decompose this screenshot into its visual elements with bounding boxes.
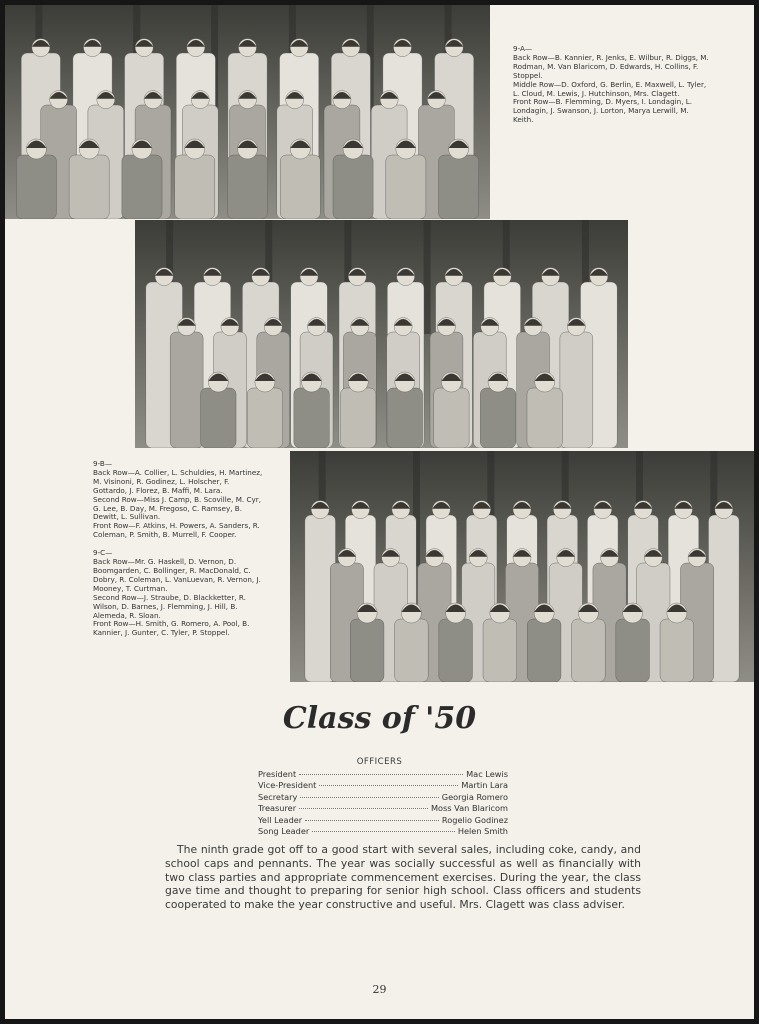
caption-front-row: Front Row—B. Flemming, D. Myers, I. Londagin, L. Londagin, J. Swanson, J. Lorton, Marya Lerwill, M. Keith. (513, 97, 693, 125)
class-9b-photo (135, 220, 628, 448)
officer-row (258, 803, 508, 814)
officers-list (258, 769, 508, 837)
officers-heading: OFFICERS (356, 757, 403, 767)
caption-second-row: Second Row—J. Straube, D. Blackketter, R. Wilson, D. Barnes, J. Flemming, J. Hill, B. Alemeda, R. Sloan. (93, 592, 246, 620)
caption-back-row: Back Row—A. Collier, L. Schuldies, H. Martinez, M. Visinoni, R. Godinez, L. Holscher, F. Gottardo, J. Florez, B. Maffi, M. Lara. (93, 467, 263, 495)
officer-name: Martin Lara (461, 780, 508, 791)
class-9a-caption (513, 45, 709, 125)
officer-role: President (258, 769, 297, 779)
class-9c-photo (290, 451, 754, 682)
class-9b-caption (93, 460, 265, 540)
officer-row (258, 769, 508, 780)
yearbook-page (5, 5, 754, 1019)
officer-name: Mac Lewis (466, 769, 508, 779)
caption-heading: 9-B— (93, 459, 113, 468)
officer-role: Vice-President (258, 780, 317, 791)
class-9b-9c-captions (93, 460, 265, 647)
officer-name: Rogelio Godinez (441, 814, 508, 825)
officer-name: Helen Smith (457, 826, 508, 837)
officer-name: Georgia Romero (441, 791, 508, 802)
class-summary-paragraph: The ninth grade got off to a good start with several sales, including coke, candy, and school caps and pennants. The year was socially successful as well as financially with two class parties and appropriate commencement exercises. During the year, the class gave time and thought to preparing for senior high school. Class officers and students cooperated to make the year constructive and useful. Mrs. Clagett was class adviser. (165, 843, 641, 912)
page-number: 29 (372, 983, 387, 996)
caption-front-row: Front Row—H. Smith, G. Romero, A. Pool, B. Kannier, J. Gunter, C. Tyler, P. Stoppel. (93, 619, 250, 638)
class-9a-photo (5, 5, 490, 219)
officer-name: Moss Van Blaricom (430, 803, 508, 814)
officer-row (258, 815, 508, 826)
class-9c-caption (93, 549, 265, 638)
officer-role: Secretary (258, 791, 298, 802)
page-title: Class of '50 (282, 701, 477, 736)
caption-middle-row: Middle Row—D. Oxford, G. Berlin, E. Maxwell, L. Tyler, L. Cloud, M. Lewis, J. Hutchinson, Mrs. Clagett. (513, 79, 707, 98)
officer-row (258, 780, 508, 791)
caption-back-row: Back Row—Mr. G. Haskell, D. Vernon, D. Boomgarden, C. Bollinger, R. MacDonald, C. Dobry, R. Coleman, L. VanLuevan, R. Vernon, J. Mooney, T. Curtman. (93, 557, 261, 593)
officer-row (258, 792, 508, 803)
caption-back-row: Back Row—B. Kannier, R. Jenks, E. Wilbur, R. Diggs, M. Rodman, M. Van Blaricom, D. Edwards, H. Collins, F. Stoppel. (513, 52, 709, 80)
caption-front-row: Front Row—F. Atkins, H. Powers, A. Sanders, R. Coleman, P. Smith, B. Murrell, F. Cooper. (93, 521, 260, 540)
caption-second-row: Second Row—Miss J. Camp, B. Scoville, M. Cyr, G. Lee, B. Day, M. Fregoso, C. Ramsey, B. Dewitt, L. Sullivan. (93, 494, 262, 522)
officer-role: Treasurer (258, 803, 297, 814)
caption-heading: 9-A— (513, 44, 533, 53)
officer-role: Song Leader (258, 826, 310, 837)
officer-role: Yell Leader (258, 814, 303, 825)
officer-row (258, 826, 508, 837)
caption-heading: 9-C— (93, 548, 113, 558)
